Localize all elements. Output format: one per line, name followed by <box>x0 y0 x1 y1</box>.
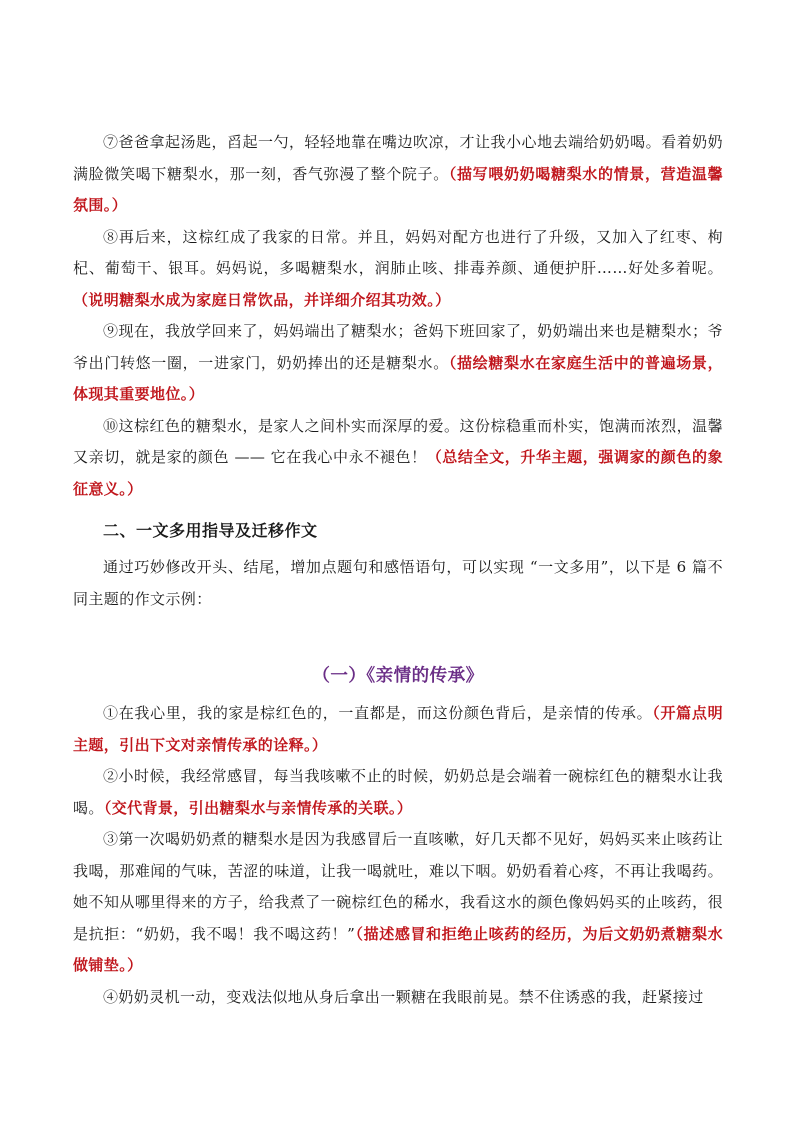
essay-paragraph-2 <box>73 761 723 824</box>
annotation: （描述感冒和拒绝止咳药的经历，为后文奶奶煮糖梨水做铺垫。） <box>73 924 723 974</box>
essay-body <box>73 698 723 1013</box>
essay-paragraph-3 <box>73 824 723 982</box>
section-two <box>73 519 723 543</box>
annotation: （描写喂奶奶喝糖梨水的情景，营造温馨氛围。） <box>73 164 723 214</box>
paragraph-8 <box>73 222 723 317</box>
paragraph-10 <box>73 411 723 506</box>
annotation: （开篇点明主题，引出下文对亲情传承的诠释。） <box>73 704 723 754</box>
essay-continuation <box>73 127 723 505</box>
paragraph-text: ⑦爸爸拿起汤匙，舀起一勺，轻轻地靠在嘴边吹凉，才让我小心地去端给奶奶喝。看着奶奶满脸微笑喝下糖梨水，那一刻，香气弥漫了整个院子。 <box>73 133 723 183</box>
paragraph-text: ⑨现在，我放学回来了，妈妈端出了糖梨水；爸妈下班回家了，奶奶端出来也是糖梨水；爷爷出门转悠一圈，一进家门，奶奶捧出的还是糖梨水。 <box>73 322 723 372</box>
essay-paragraph-1 <box>73 698 723 761</box>
section-heading: 二、一文多用指导及迁移作文 <box>103 521 318 540</box>
section-intro-block <box>73 552 723 615</box>
paragraph-text: ⑩这棕红色的糖梨水，是家人之间朴实而深厚的爱。这份棕稳重而朴实，饱满而浓烈，温馨又亲切，就是家的颜色 —— 它在我心中永不褪色！ <box>73 416 723 466</box>
paragraph-text: ②小时候，我经常感冒，每当我咳嗽不止的时候，奶奶总是会端着一碗棕红色的糖梨水让我喝。 <box>73 767 723 817</box>
paragraph-text: ③第一次喝奶奶煮的糖梨水是因为我感冒后一直咳嗽，好几天都不见好，妈妈买来止咳药让我喝，那难闻的气味，苦涩的味道，让我一喝就吐，难以下咽。奶奶看着心疼，不再让我喝药。她不知从哪里得来的方子，给我煮了一碗棕红色的稀水，我看这水的颜色像妈妈买的止咳药，很是抗拒：“奶奶，我不喝！我不喝这药！” <box>73 830 723 943</box>
section-intro: 通过巧妙修改开头、结尾，增加点题句和感悟语句，可以实现 “一文多用”，以下是 6 篇不同主题的作文示例： <box>73 558 723 608</box>
annotation: （描绘糖梨水在家庭生活中的普遍场景，体现其重要地位。） <box>73 353 723 403</box>
paragraph-text: ⑧再后来，这棕红成了我家的日常。并且，妈妈对配方也进行了升级，又加入了红枣、枸杞、葡萄干、银耳。妈妈说，多喝糖梨水，润肺止咳、排毒养颜、通便护肝……好处多着呢。 <box>73 227 723 277</box>
essay-title-block <box>73 663 723 689</box>
paragraph-9 <box>73 316 723 411</box>
paragraph-text: ①在我心里，我的家是棕红色的，一直都是，而这份颜色背后，是亲情的传承。 <box>103 704 653 722</box>
annotation: （总结全文，升华主题，强调家的颜色的象征意义。） <box>73 448 724 498</box>
essay-paragraph-4 <box>73 982 723 1014</box>
annotation: （交代背景，引出糖梨水与亲情传承的关联。） <box>103 798 413 817</box>
annotation: （说明糖梨水成为家庭日常饮品，并详细介绍其功效。） <box>73 290 451 309</box>
paragraph-7 <box>73 127 723 222</box>
essay-title: （一）《亲情的传承》 <box>312 666 484 686</box>
paragraph-text: ④奶奶灵机一动，变戏法似地从身后拿出一颗糖在我眼前晃。禁不住诱惑的我，赶紧接过 <box>103 987 704 1006</box>
